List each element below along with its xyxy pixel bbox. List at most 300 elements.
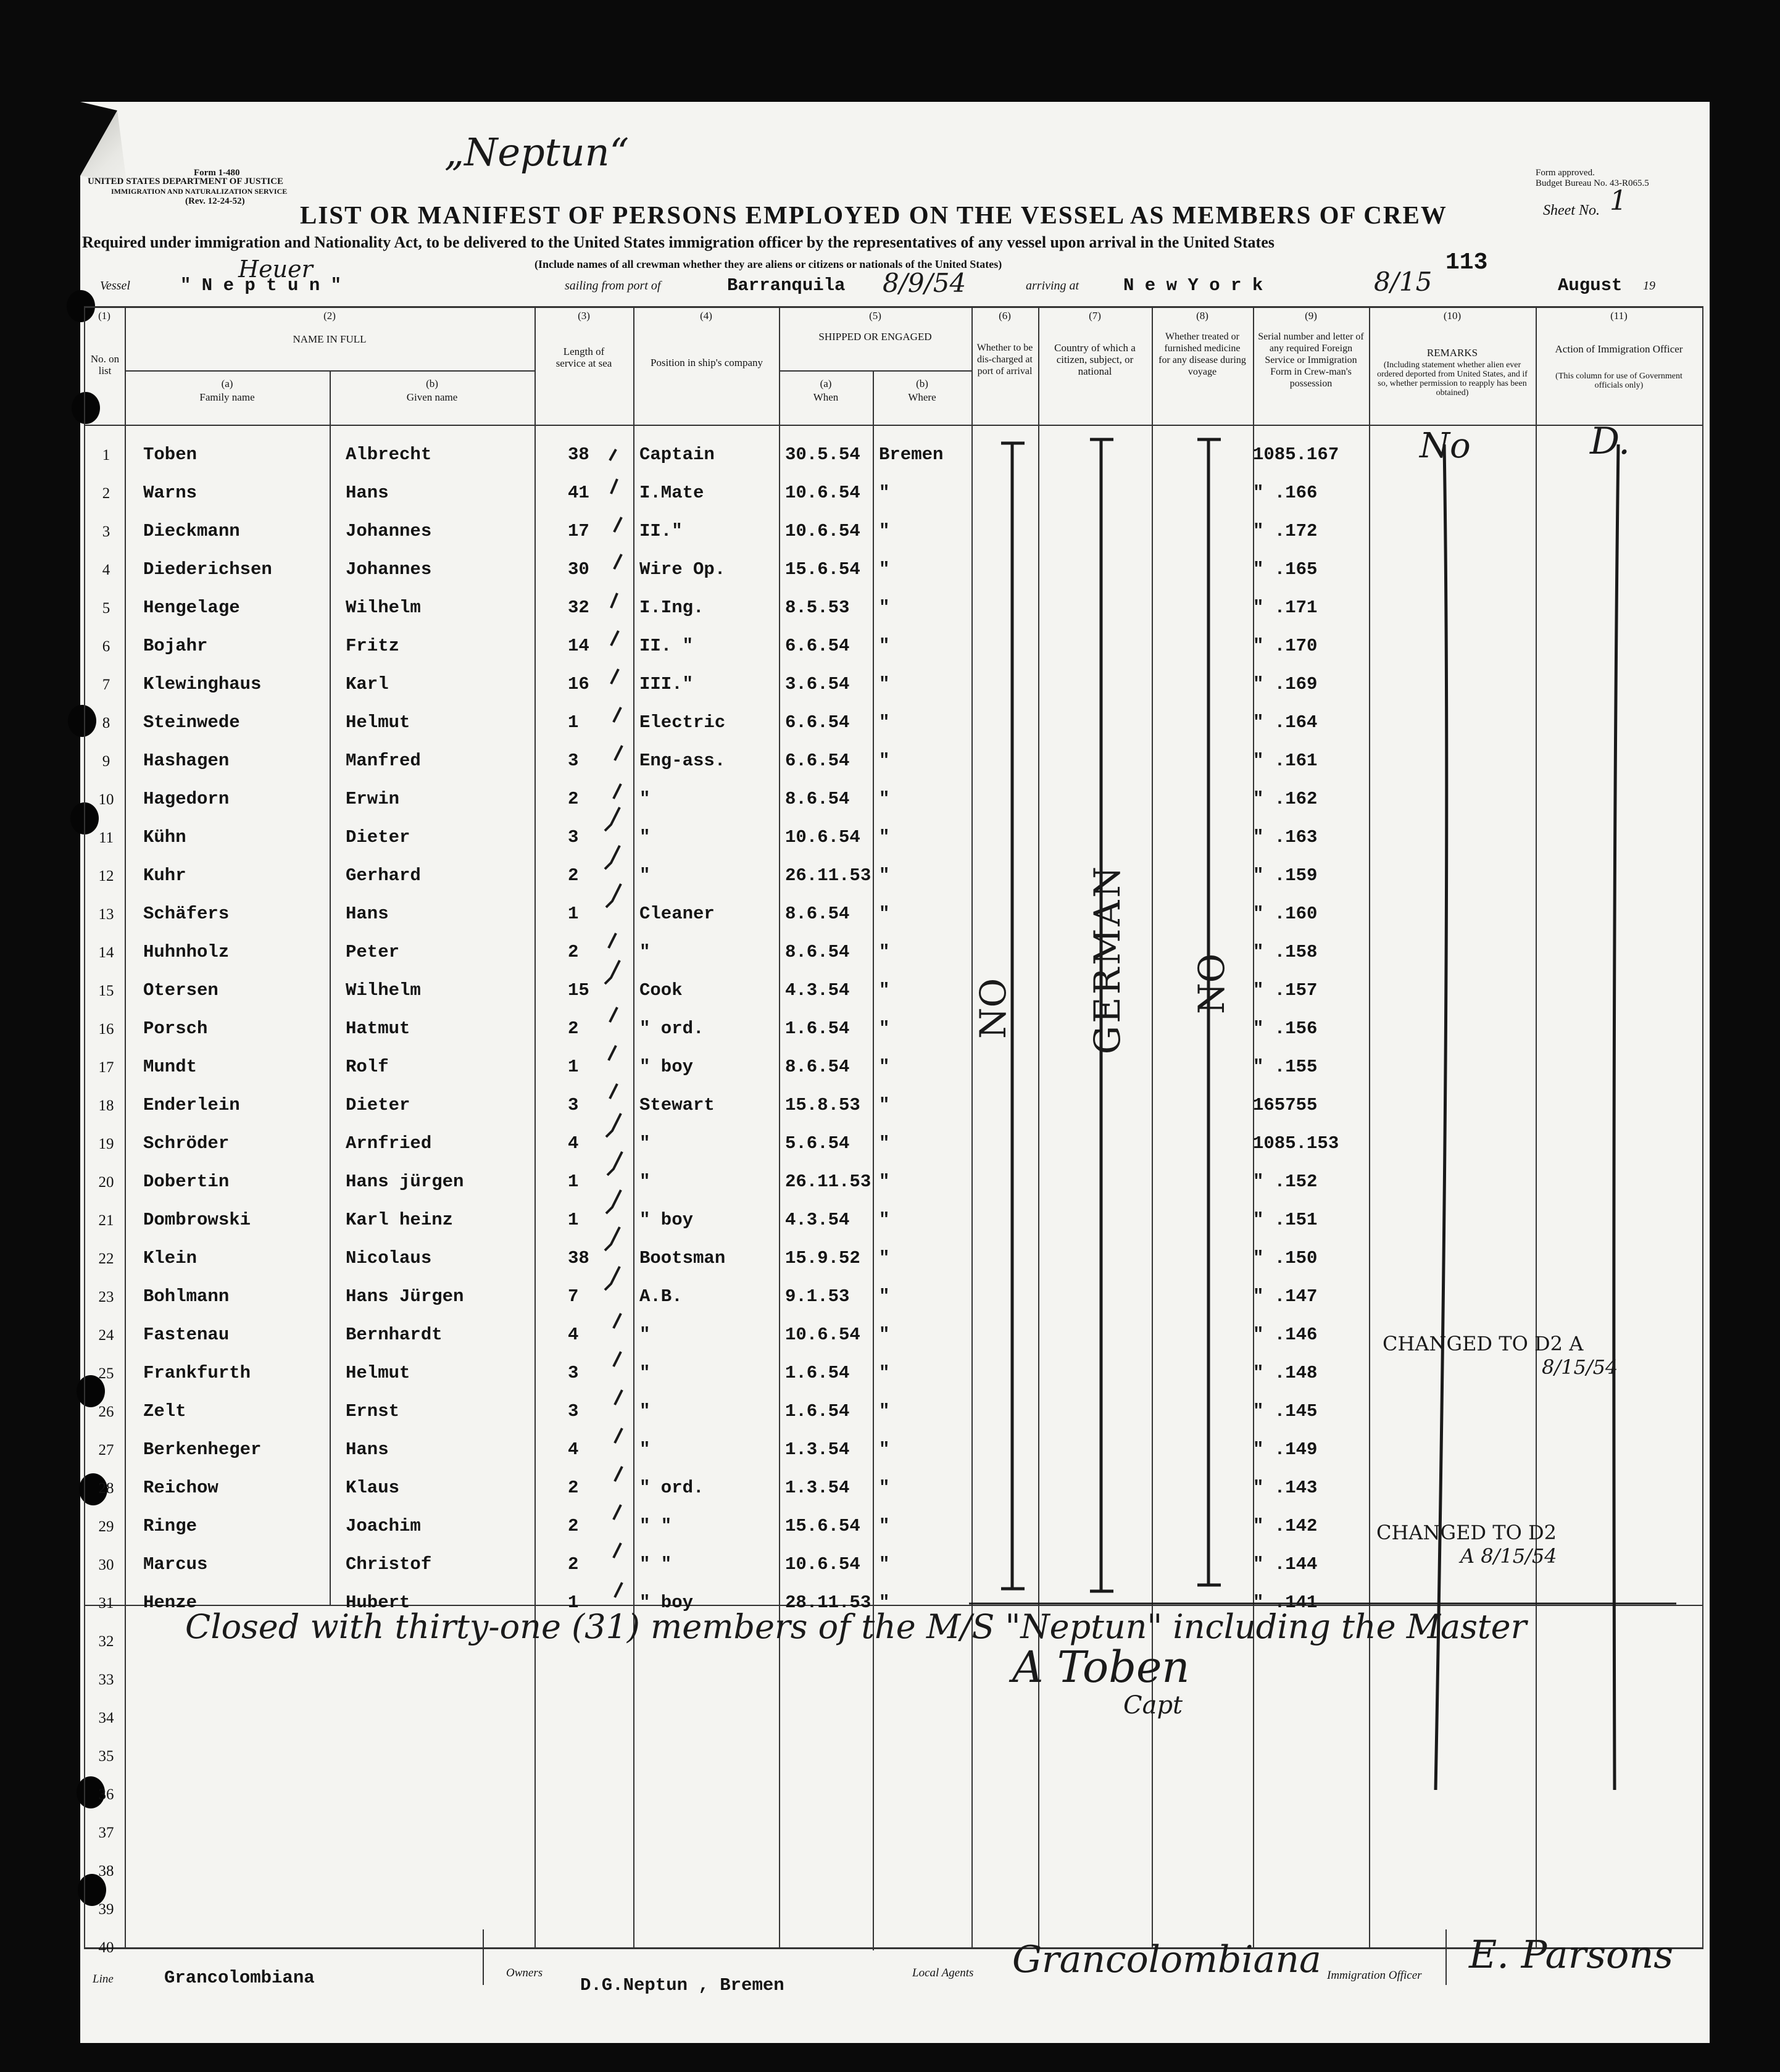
- when-cell: 3.6.54: [785, 674, 850, 694]
- page-title: LIST OR MANIFEST OF PERSONS EMPLOYED ON THE VESSEL AS MEMBERS OF CREW: [300, 201, 1447, 229]
- where-cell: ": [879, 1095, 890, 1115]
- serial-cell: " .157: [1253, 980, 1318, 1001]
- given-name-cell: Ernst: [346, 1401, 400, 1421]
- position-cell: ": [639, 827, 651, 847]
- row-number: 35: [98, 1748, 114, 1765]
- family-name-cell: Hagedorn: [143, 789, 230, 809]
- serial-cell: " .155: [1253, 1057, 1318, 1077]
- where-cell: ": [879, 751, 890, 771]
- when-cell: 6.6.54: [785, 751, 850, 771]
- given-name-cell: Helmut: [346, 1363, 410, 1383]
- length-cell: 4: [568, 1439, 579, 1460]
- given-name-cell: Hans: [346, 904, 389, 924]
- where-cell: ": [879, 827, 890, 847]
- form-approved: Form approved.: [1536, 168, 1595, 178]
- serial-cell: " .151: [1253, 1210, 1318, 1230]
- arrive-date: 8/15: [1374, 267, 1433, 297]
- length-cell: 4: [568, 1325, 579, 1345]
- family-name-cell: Steinwede: [143, 712, 240, 733]
- col-4-num: (4): [700, 310, 712, 322]
- owners-label: Owners: [506, 1966, 543, 1979]
- serial-cell: " .149: [1253, 1439, 1318, 1460]
- serial-cell: " .166: [1253, 483, 1318, 503]
- position-cell: Cleaner: [639, 904, 715, 924]
- family-name-cell: Huhnholz: [143, 942, 230, 962]
- row-number: 20: [98, 1174, 114, 1191]
- family-name-cell: Berkenheger: [143, 1439, 262, 1460]
- remarks-row30-date: A 8/15/54: [1460, 1544, 1557, 1568]
- length-cell: 1: [568, 1210, 579, 1230]
- family-name-cell: Kühn: [143, 827, 186, 847]
- family-name-cell: Bojahr: [143, 636, 208, 656]
- where-cell: ": [879, 674, 890, 694]
- length-cell: 15: [568, 980, 589, 1001]
- when-cell: 1.6.54: [785, 1363, 850, 1383]
- col-11-num: (11): [1610, 310, 1628, 322]
- where-cell: ": [879, 1248, 890, 1268]
- when-cell: 1.6.54: [785, 1401, 850, 1421]
- family-name-cell: Hashagen: [143, 751, 230, 771]
- position-cell: Stewart: [639, 1095, 715, 1115]
- row-number: 6: [102, 638, 110, 655]
- position-cell: A.B.: [639, 1286, 683, 1307]
- row-number: 23: [98, 1289, 114, 1305]
- when-cell: 15.6.54: [785, 1516, 860, 1536]
- length-cell: 2: [568, 1478, 579, 1498]
- serial-cell: 1085.153: [1253, 1133, 1339, 1154]
- where-cell: ": [879, 865, 890, 886]
- position-cell: ": [639, 1325, 651, 1345]
- length-cell: 3: [568, 1401, 579, 1421]
- position-cell: Captain: [639, 444, 715, 465]
- month: August: [1558, 275, 1623, 296]
- length-cell: 17: [568, 521, 589, 541]
- row-number: 14: [98, 944, 114, 961]
- row-number: 39: [98, 1901, 114, 1918]
- given-name-cell: Hatmut: [346, 1018, 410, 1039]
- col-2a: (a): [221, 378, 233, 389]
- col-when: When: [813, 391, 839, 403]
- length-cell: 3: [568, 1095, 579, 1115]
- captain-title: Capt: [1123, 1691, 1183, 1720]
- serial-cell: " .162: [1253, 789, 1318, 809]
- serial-cell: " .141: [1253, 1592, 1318, 1613]
- where-cell: ": [879, 483, 890, 503]
- line-label: Line: [93, 1973, 114, 1986]
- footer-divider: [483, 1929, 484, 1985]
- vessel-label: Vessel: [100, 279, 130, 293]
- row-number: 24: [98, 1327, 114, 1344]
- given-name-cell: Hans Jürgen: [346, 1286, 464, 1307]
- position-cell: II.": [639, 521, 683, 541]
- length-cell: 41: [568, 483, 589, 503]
- given-name-cell: Karl heinz: [346, 1210, 454, 1230]
- length-cell: 1: [568, 904, 579, 924]
- length-cell: 14: [568, 636, 589, 656]
- when-cell: 1.3.54: [785, 1439, 850, 1460]
- col-2b: (b): [426, 378, 438, 389]
- when-cell: 28.11.53: [785, 1592, 871, 1613]
- serial-cell: " .169: [1253, 674, 1318, 694]
- position-cell: Bootsman: [639, 1248, 726, 1268]
- length-cell: 2: [568, 789, 579, 809]
- family-name-cell: Schäfers: [143, 904, 230, 924]
- position-cell: Eng-ass.: [639, 751, 726, 771]
- arriving-label: arriving at: [1026, 279, 1079, 293]
- row-number: 7: [102, 676, 110, 693]
- length-cell: 30: [568, 559, 589, 580]
- family-name-cell: Mundt: [143, 1057, 198, 1077]
- row-number: 30: [98, 1557, 114, 1573]
- where-cell: ": [879, 1554, 890, 1575]
- serial-cell: " .161: [1253, 751, 1318, 771]
- serial-cell: " .158: [1253, 942, 1318, 962]
- officer-label: Immigration Officer: [1327, 1969, 1422, 1982]
- subtitle: Required under immigration and Nationality Act, to be delivered to the United States immigration officer by the representatives of any vessel upon arrival in the United States: [82, 233, 1275, 251]
- serial-cell: " .150: [1253, 1248, 1318, 1268]
- vessel-handwritten: Heuer: [238, 256, 313, 283]
- length-cell: 1: [568, 1057, 579, 1077]
- when-cell: 8.6.54: [785, 942, 850, 962]
- family-name-cell: Fastenau: [143, 1325, 230, 1345]
- family-name-cell: Otersen: [143, 980, 218, 1001]
- when-cell: 6.6.54: [785, 712, 850, 733]
- when-cell: 15.8.53: [785, 1095, 860, 1115]
- length-cell: 3: [568, 827, 579, 847]
- where-cell: ": [879, 1057, 890, 1077]
- position-cell: I.Ing.: [639, 597, 704, 618]
- given-name-cell: Peter: [346, 942, 400, 962]
- row-number: 32: [98, 1633, 114, 1650]
- col-serial: Serial number and letter of any required Foreign Service or Immigration Form in Crew-man's possession: [1258, 331, 1364, 389]
- where-cell: ": [879, 1478, 890, 1498]
- position-cell: ": [639, 1363, 651, 1383]
- where-cell: ": [879, 980, 890, 1001]
- col-name-in-full: NAME IN FULL: [293, 333, 367, 345]
- col-2-num: (2): [323, 310, 336, 322]
- given-name-cell: Johannes: [346, 559, 432, 580]
- col-position: Position in ship's company: [650, 357, 763, 368]
- length-cell: 2: [568, 942, 579, 962]
- family-name-cell: Zelt: [143, 1401, 186, 1421]
- length-cell: 7: [568, 1286, 579, 1307]
- sail-date: 8/9/54: [883, 268, 967, 298]
- row-number: 27: [98, 1442, 114, 1458]
- given-name-cell: Karl: [346, 674, 389, 694]
- when-cell: 10.6.54: [785, 827, 860, 847]
- length-cell: 2: [568, 1554, 579, 1575]
- where-cell: ": [879, 1018, 890, 1039]
- where-cell: ": [879, 789, 890, 809]
- row-number: 4: [102, 562, 110, 578]
- family-name-cell: Dobertin: [143, 1171, 230, 1192]
- family-name-cell: Ringe: [143, 1516, 198, 1536]
- row-number: 31: [98, 1595, 114, 1612]
- row-number: 12: [98, 868, 114, 884]
- page-number: 113: [1445, 249, 1488, 276]
- where-cell: ": [879, 1286, 890, 1307]
- row-number: 26: [98, 1404, 114, 1420]
- given-name-cell: Hubert: [346, 1592, 410, 1613]
- col-no-on-list: No. on list: [90, 353, 120, 377]
- subtitle-note: (Include names of all crewman whether they are aliens or citizens or nationals of the United States): [534, 258, 1002, 270]
- family-name-cell: Reichow: [143, 1478, 218, 1498]
- handwritten-col6: NO: [972, 978, 1015, 1039]
- given-name-cell: Hans jürgen: [346, 1171, 464, 1192]
- position-cell: ": [639, 865, 651, 886]
- serial-cell: " .144: [1253, 1554, 1318, 1575]
- length-cell: 2: [568, 1516, 579, 1536]
- position-cell: II. ": [639, 636, 694, 656]
- col-family-name: Family name: [199, 391, 255, 403]
- length-cell: 1: [568, 1171, 579, 1192]
- given-name-cell: Wilhelm: [346, 980, 421, 1001]
- position-cell: " ord.: [639, 1018, 704, 1039]
- col-5-num: (5): [869, 310, 881, 322]
- where-cell: ": [879, 1363, 890, 1383]
- row-number: 36: [98, 1786, 114, 1803]
- row-number: 28: [98, 1480, 114, 1497]
- where-cell: ": [879, 1325, 890, 1345]
- position-cell: ": [639, 1133, 651, 1154]
- serial-cell: 1085.167: [1253, 444, 1339, 465]
- where-cell: ": [879, 1210, 890, 1230]
- vessel-name: " N e p t u n ": [180, 275, 342, 296]
- row-number: 8: [102, 715, 110, 731]
- position-cell: Wire Op.: [639, 559, 726, 580]
- col-7-num: (7): [1089, 310, 1101, 322]
- col-8-num: (8): [1196, 310, 1208, 322]
- family-name-cell: Marcus: [143, 1554, 208, 1575]
- position-cell: Cook: [639, 980, 683, 1001]
- when-cell: 26.11.53: [785, 1171, 871, 1192]
- position-cell: " ord.: [639, 1478, 704, 1498]
- given-name-cell: Johannes: [346, 521, 432, 541]
- where-cell: ": [879, 521, 890, 541]
- when-cell: 8.6.54: [785, 1057, 850, 1077]
- remarks-row25-date: 8/15/54: [1542, 1355, 1618, 1379]
- serial-cell: " .142: [1253, 1516, 1318, 1536]
- row-number: 3: [102, 523, 110, 540]
- row-number: 29: [98, 1518, 114, 1535]
- where-cell: ": [879, 636, 890, 656]
- family-name-cell: Henze: [143, 1592, 198, 1613]
- length-cell: 4: [568, 1133, 579, 1154]
- serial-cell: " .156: [1253, 1018, 1318, 1039]
- col-1-num: (1): [98, 310, 110, 322]
- row-number: 33: [98, 1671, 114, 1688]
- col-3-num: (3): [578, 310, 590, 322]
- when-cell: 1.3.54: [785, 1478, 850, 1498]
- row-number: 5: [102, 600, 110, 617]
- service: IMMIGRATION AND NATURALIZATION SERVICE: [111, 187, 288, 196]
- position-cell: ": [639, 1401, 651, 1421]
- given-name-cell: Hans: [346, 1439, 389, 1460]
- position-cell: " ": [639, 1554, 672, 1575]
- col-6-num: (6): [999, 310, 1011, 322]
- position-cell: III.": [639, 674, 694, 694]
- position-cell: ": [639, 789, 651, 809]
- footer-divider: [1445, 1929, 1447, 1985]
- serial-cell: " .145: [1253, 1401, 1318, 1421]
- length-cell: 1: [568, 1592, 579, 1613]
- col-9-num: (9): [1305, 310, 1317, 322]
- family-name-cell: Diederichsen: [143, 559, 272, 580]
- serial-cell: " .164: [1253, 712, 1318, 733]
- row-number: 2: [102, 485, 110, 502]
- where-cell: ": [879, 712, 890, 733]
- given-name-cell: Gerhard: [346, 865, 421, 886]
- serial-cell: " .163: [1253, 827, 1318, 847]
- when-cell: 5.6.54: [785, 1133, 850, 1154]
- revision: (Rev. 12-24-52): [185, 196, 245, 206]
- handwritten-ship-name: „Neptun“: [444, 130, 630, 175]
- given-name-cell: Wilhelm: [346, 597, 421, 618]
- officer-signature: E. Parsons: [1469, 1932, 1674, 1977]
- col-remarks: REMARKS: [1426, 347, 1478, 359]
- given-name-cell: Bernhardt: [346, 1325, 443, 1345]
- where-cell: ": [879, 904, 890, 924]
- row-number: 1: [102, 447, 110, 464]
- serial-cell: " .148: [1253, 1363, 1318, 1383]
- family-name-cell: Dombrowski: [143, 1210, 251, 1230]
- row-number: 38: [98, 1863, 114, 1879]
- when-cell: 9.1.53: [785, 1286, 850, 1307]
- where-cell: ": [879, 1592, 890, 1613]
- given-name-cell: Klaus: [346, 1478, 400, 1498]
- given-name-cell: Dieter: [346, 1095, 410, 1115]
- when-cell: 1.6.54: [785, 1018, 850, 1039]
- given-name-cell: Christof: [346, 1554, 432, 1575]
- when-cell: 15.6.54: [785, 559, 860, 580]
- col-5a: (a): [820, 378, 832, 389]
- col-shipped: SHIPPED OR ENGAGED: [818, 331, 932, 343]
- where-cell: ": [879, 1133, 890, 1154]
- row-number: 13: [98, 906, 114, 923]
- when-cell: 8.5.53: [785, 597, 850, 618]
- serial-cell: " .152: [1253, 1171, 1318, 1192]
- when-cell: 4.3.54: [785, 980, 850, 1001]
- row-number: 18: [98, 1097, 114, 1114]
- agents-label: Local Agents: [912, 1966, 974, 1979]
- when-cell: 8.6.54: [785, 904, 850, 924]
- serial-cell: 165755: [1253, 1095, 1318, 1115]
- given-name-cell: Rolf: [346, 1057, 389, 1077]
- closing-statement: Closed with thirty-one (31) members of the M/S "Neptun" including the Master: [185, 1607, 1527, 1646]
- col-given-name: Given name: [406, 391, 458, 403]
- row-number: 22: [98, 1250, 114, 1267]
- row-number: 21: [98, 1212, 114, 1229]
- family-name-cell: Warns: [143, 483, 198, 503]
- given-name-cell: Dieter: [346, 827, 410, 847]
- serial-cell: " .147: [1253, 1286, 1318, 1307]
- length-cell: 38: [568, 1248, 589, 1268]
- col-where: Where: [908, 391, 936, 403]
- where-cell: ": [879, 1171, 890, 1192]
- col-5b: (b): [916, 378, 928, 389]
- remarks-row25: CHANGED TO D2 A: [1383, 1332, 1584, 1355]
- line-value: Grancolombiana: [164, 1968, 315, 1988]
- given-name-cell: Joachim: [346, 1516, 421, 1536]
- position-cell: " boy: [639, 1210, 694, 1230]
- sheet-number: 1: [1610, 185, 1627, 217]
- captain-signature: A Toben: [1012, 1642, 1190, 1692]
- position-cell: " boy: [639, 1057, 694, 1077]
- given-name-cell: Albrecht: [346, 444, 432, 465]
- owners-value: D.G.Neptun , Bremen: [580, 1975, 784, 1995]
- budget-bureau: Budget Bureau No. 43-R065.5: [1536, 178, 1649, 188]
- given-name-cell: Manfred: [346, 751, 421, 771]
- row-number: 40: [98, 1939, 114, 1956]
- serial-cell: " .146: [1253, 1325, 1318, 1345]
- where-cell: ": [879, 1516, 890, 1536]
- when-cell: 26.11.53: [785, 865, 871, 886]
- row-number: 9: [102, 753, 110, 770]
- given-name-cell: Helmut: [346, 712, 410, 733]
- length-cell: 2: [568, 1018, 579, 1039]
- where-cell: ": [879, 1439, 890, 1460]
- position-cell: " ": [639, 1516, 672, 1536]
- when-cell: 10.6.54: [785, 1554, 860, 1575]
- given-name-cell: Nicolaus: [346, 1248, 432, 1268]
- position-cell: ": [639, 1439, 651, 1460]
- col-country: Country of which a citizen, subject, or national: [1054, 342, 1136, 377]
- position-cell: ": [639, 942, 651, 962]
- col-action: Action of Immigration Officer: [1555, 343, 1683, 355]
- where-cell: ": [879, 1401, 890, 1421]
- family-name-cell: Dieckmann: [143, 521, 240, 541]
- row-number: 15: [98, 983, 114, 999]
- handwritten-col7: GERMAN: [1086, 863, 1129, 1055]
- when-cell: 30.5.54: [785, 444, 860, 465]
- action-row1: D.: [1590, 420, 1631, 463]
- serial-cell: " .165: [1253, 559, 1318, 580]
- serial-cell: " .160: [1253, 904, 1318, 924]
- where-cell: Bremen: [879, 444, 944, 465]
- when-cell: 10.6.54: [785, 521, 860, 541]
- port-to: N e w Y o r k: [1123, 275, 1263, 296]
- length-cell: 16: [568, 674, 589, 694]
- handwritten-col8: NO: [1191, 953, 1233, 1015]
- serial-cell: " .172: [1253, 521, 1318, 541]
- sailing-label: sailing from port of: [565, 279, 661, 293]
- form-number: Form 1-480: [194, 168, 240, 178]
- when-cell: 10.6.54: [785, 1325, 860, 1345]
- remarks-row1: No: [1420, 426, 1471, 466]
- serial-cell: " .170: [1253, 636, 1318, 656]
- when-cell: 15.9.52: [785, 1248, 860, 1268]
- row-number: 16: [98, 1021, 114, 1038]
- family-name-cell: Bohlmann: [143, 1286, 230, 1307]
- col-10-num: (10): [1443, 310, 1462, 322]
- row-number: 10: [98, 791, 114, 808]
- agents-handwritten: Grancolombiana: [1012, 1938, 1321, 1981]
- length-cell: 3: [568, 751, 579, 771]
- given-name-cell: Arnfried: [346, 1133, 432, 1154]
- given-name-cell: Erwin: [346, 789, 400, 809]
- family-name-cell: Toben: [143, 444, 198, 465]
- row-number: 19: [98, 1136, 114, 1152]
- col-action-note: (This column for use of Government officials only): [1555, 372, 1682, 390]
- family-name-cell: Enderlein: [143, 1095, 240, 1115]
- where-cell: ": [879, 559, 890, 580]
- when-cell: 6.6.54: [785, 636, 850, 656]
- col-length: Length of service at sea: [555, 346, 612, 369]
- position-cell: ": [639, 1171, 651, 1192]
- row-number: 37: [98, 1824, 114, 1841]
- where-cell: ": [879, 597, 890, 618]
- col-remarks-note: (Including statement whether alien ever ordered deported from United States, and if so, whether permission to reapply has been obtained): [1377, 360, 1528, 397]
